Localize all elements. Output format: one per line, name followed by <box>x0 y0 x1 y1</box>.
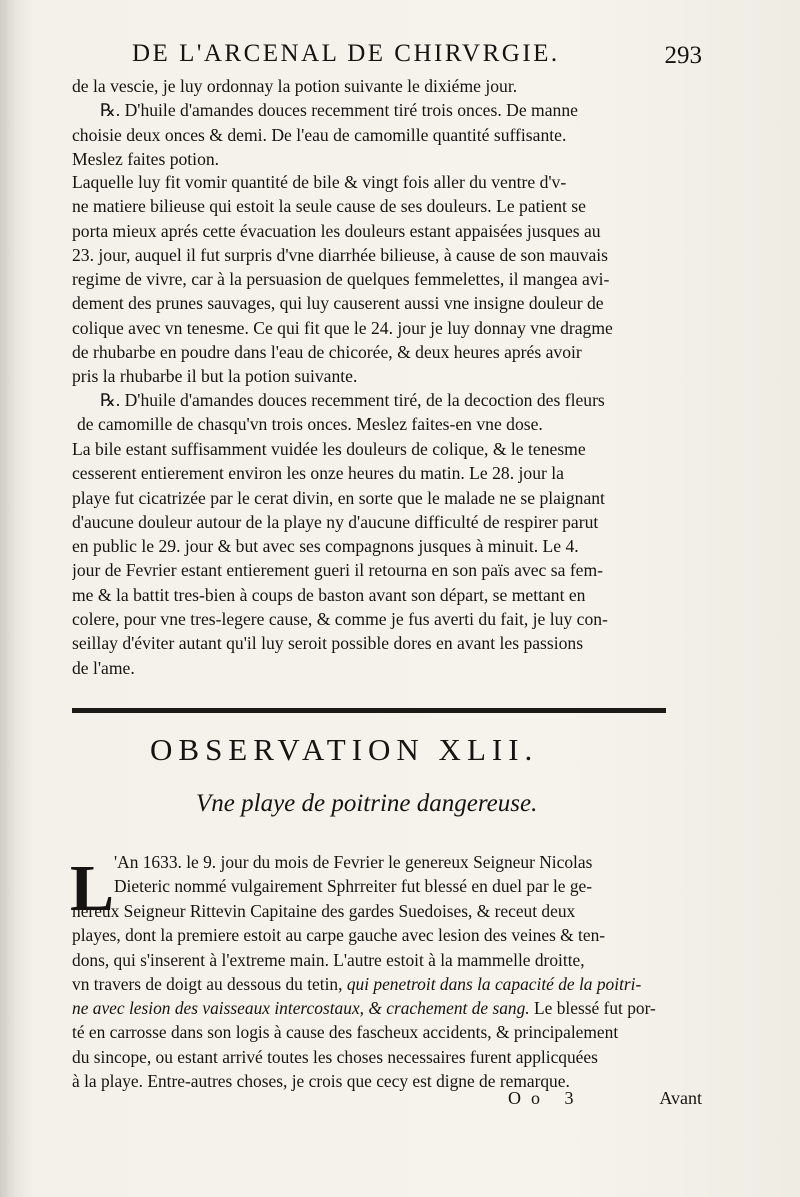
text-line: seillay d'éviter autant qu'il luy seroit possible dores en avant les passions <box>72 633 584 654</box>
observation-heading: OBSERVATION XLII. <box>150 732 539 767</box>
text-line: 'An 1633. le 9. jour du mois de Fevrier le genereux Seigneur Nicolas <box>114 852 593 872</box>
text-line: dement des prunes sauvages, qui luy causerent aussi vne insigne douleur de <box>72 293 604 314</box>
observation-opening-lines <box>114 850 704 899</box>
paragraph-prescription-1 <box>72 74 700 171</box>
text-line: regime de vivre, car à la persuasion de quelques femmelettes, il mangea avi- <box>72 269 610 290</box>
text-line: choisie deux onces & demi. De l'eau de camomille quantité suffisante. <box>72 124 567 145</box>
drop-cap: L <box>70 852 115 925</box>
text-line: dons, qui s'inserent à l'extreme main. L'autre estoit à la mammelle droitte, <box>72 949 585 970</box>
text-italic: ne avec lesion des vaisseaux intercostaux, & crachement de sang. <box>72 998 530 1019</box>
observation-body <box>72 899 702 1093</box>
text-line: nereux Seigneur Rittevin Capitaine des gardes Suedoises, & receut deux <box>72 901 576 921</box>
text-line: en public le 29. jour & but avec ses compagnons jusques à minuit. Le 4. <box>72 536 579 557</box>
text-line: playes, dont la premiere estoit au carpe gauche avec lesion des veines & ten- <box>72 925 606 946</box>
text-line: ℞. D'huile d'amandes douces recemment tiré trois onces. De manne <box>100 100 578 121</box>
text-line: Laquelle luy fit vomir quantité de bile & vingt fois aller du ventre d'v- <box>72 172 567 192</box>
paragraph-prescription-2 <box>72 388 700 437</box>
text-line: Dieteric nommé vulgairement Sphrreiter fut blessé en duel par le ge- <box>114 876 593 897</box>
text-roman: Le blessé fut por- <box>529 998 656 1019</box>
text-line: playe fut cicatrizée par le cerat divin, en sorte que le malade ne se plaignant <box>72 487 605 508</box>
text-line: à la playe. Entre-autres choses, je crois que cecy est digne de remarque. <box>72 1071 570 1092</box>
text-line-mixed <box>72 972 702 996</box>
page-footer <box>72 1088 702 1118</box>
paragraph-recovery <box>72 437 700 680</box>
text-line: porta mieux aprés cette évacuation les douleurs estant appaisées jusques au <box>72 220 601 241</box>
catchword: Avant <box>659 1088 702 1108</box>
text-line: jour de Fevrier estant entierement gueri il retourna en son païs avec sa fem- <box>72 560 604 581</box>
observation-subtitle: Vne playe de poitrine dangereuse. <box>196 790 538 817</box>
text-italic: qui penetroit dans la capacité de la poitri- <box>346 973 642 994</box>
text-line: pris la rhubarbe il but la potion suivante. <box>72 366 358 387</box>
text-line: ne matiere bilieuse qui estoit la seule cause de ses douleurs. Le patient se <box>72 196 586 217</box>
text-line: de camomille de chasqu'vn trois onces. Meslez faites-en vne dose. <box>77 414 543 435</box>
text-line: Meslez faites potion. <box>72 148 220 169</box>
page-number: 293 <box>664 42 702 69</box>
text-line: de la vescie, je luy ordonnay la potion suivante le dixiéme jour. <box>72 76 518 96</box>
text-line: du sincope, ou estant arrivé toutes les choses necessaires furent applicquées <box>72 1046 598 1067</box>
text-line: me & la battit tres-bien à coups de baston avant son départ, se mettant en <box>72 584 586 605</box>
text-line: cesserent entierement environ les onze heures du matin. Le 28. jour la <box>72 463 564 484</box>
text-line: té en carrosse dans son logis à cause des fascheux accidents, & principalement <box>72 1022 619 1043</box>
paragraph-case-course <box>72 170 700 389</box>
text-line: La bile estant suffisamment vuidée les douleurs de colique, & le tenesme <box>72 439 586 459</box>
text-line-mixed <box>72 996 702 1020</box>
text-line: colique avec vn tenesme. Ce qui fit que le 24. jour je luy donnay vne dragme <box>72 317 613 338</box>
text-line: de l'ame. <box>72 657 135 678</box>
text-line: 23. jour, auquel il fut surpris d'vne diarrhée bilieuse, à cause de son mauvais <box>72 244 608 265</box>
section-divider <box>72 708 666 713</box>
text-line: de rhubarbe en poudre dans l'eau de chicorée, & deux heures aprés avoir <box>72 342 582 363</box>
text-line: d'aucune douleur autour de la playe ny d'aucune difficulté de respirer parut <box>72 511 599 532</box>
text-line: colere, pour vne tres-legere cause, & comme je fus averti du fait, je luy con- <box>72 609 608 630</box>
signature-mark: Oo 3 <box>508 1088 584 1108</box>
text-roman: vn travers de doigt au dessous du tetin, <box>72 973 347 994</box>
text-line: ℞. D'huile d'amandes douces recemment tiré, de la decoction des fleurs <box>100 390 605 410</box>
running-title: DE L'ARCENAL DE CHIRVRGIE. <box>132 40 560 67</box>
